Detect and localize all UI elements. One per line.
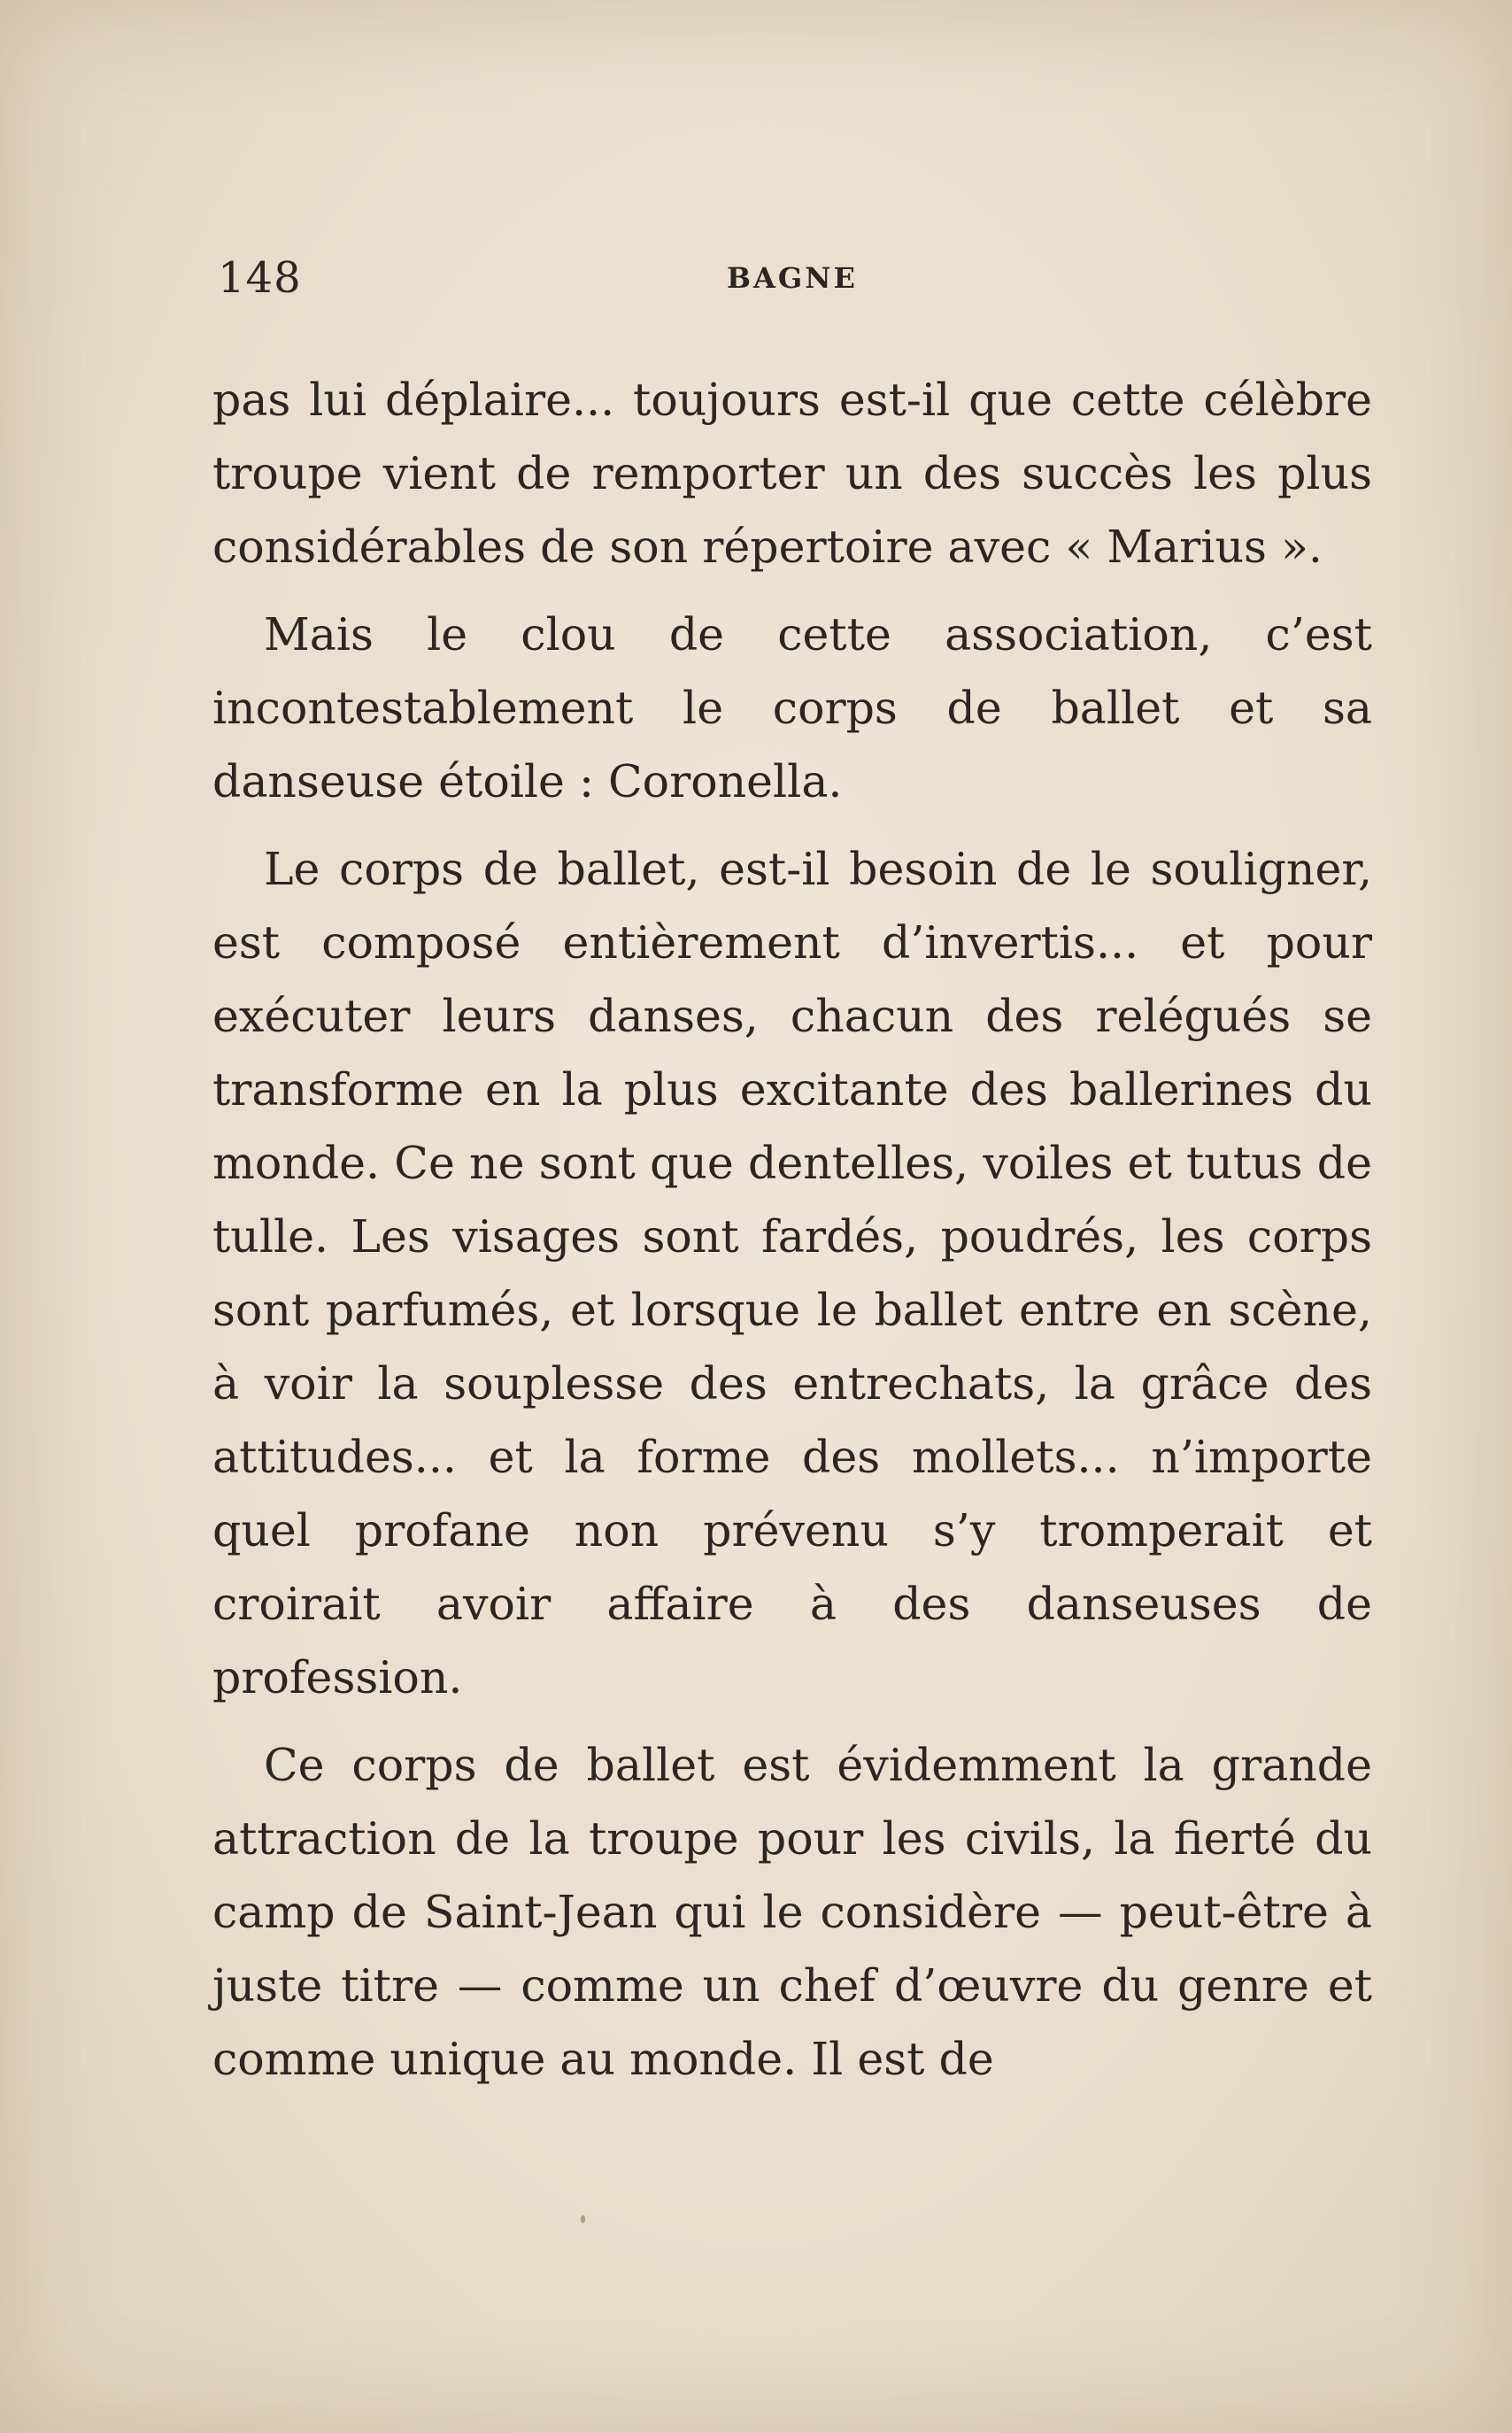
body-text: [212, 363, 1372, 2110]
paragraph: Mais le clou de cette association, c’est incontestablement le corps de ballet et sa danseuse étoile : Coronella.: [212, 608, 1372, 807]
page-number: 148: [218, 253, 302, 303]
paragraph: Le corps de ballet, est-il besoin de le souligner, est composé entièrement d’invertis... et pour exécuter leurs danses, chacun des relégués se transforme en la plus excitante des ballerines du monde. Ce ne sont que dentelles, voiles et tutus de tulle. Les visages sont fardés, poudrés, les corps sont parfumés, et lorsque le ballet entre en scène, à voir la souplesse des entrechats, la grâce des attitudes... et la forme des mollets... n’importe quel profane non prévenu s’y tromperait et croirait avoir affaire à des danseuses de profession.: [212, 843, 1372, 1703]
running-title: BAGNE: [727, 261, 858, 295]
page-header: [218, 250, 1369, 306]
paragraph-continuation: pas lui déplaire... toujours est-il que cette célèbre troupe vient de remporter un des succès les plus considérables de son répertoire avec « Marius ».: [212, 374, 1372, 573]
paragraph: Ce corps de ballet est évidemment la grande attraction de la troupe pour les civils, la fierté du camp de Saint-Jean qui le considère — peut-être à juste titre — comme un chef d’œuvre du genre et comme unique au monde. Il est de: [212, 1739, 1372, 2085]
paper-speck: [581, 2215, 585, 2223]
